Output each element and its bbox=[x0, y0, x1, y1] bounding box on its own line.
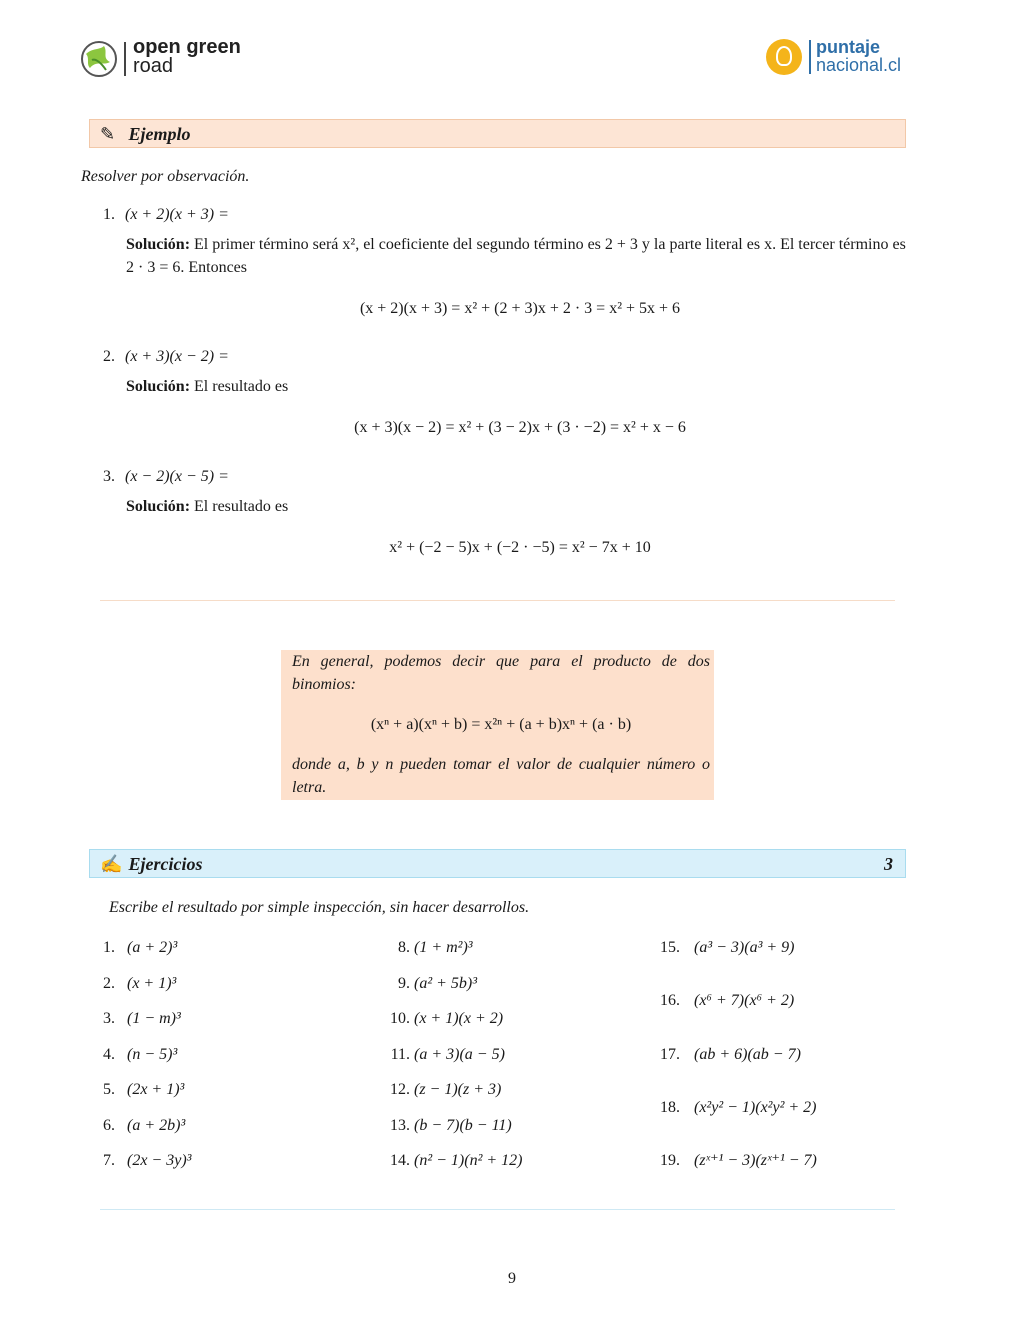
globe-icon bbox=[80, 40, 118, 78]
ejercicios-number: 3 bbox=[884, 854, 893, 874]
ejemplo-solution-3 bbox=[126, 495, 288, 518]
item-problem: (x + 2)(x + 3) = bbox=[125, 206, 229, 223]
ejemplo-item-2 bbox=[103, 345, 229, 368]
ejemplo-solution-2 bbox=[126, 375, 288, 398]
exercise-item: 14. (n² − 1)(n² + 12) bbox=[390, 1152, 523, 1169]
open-green-road-logo bbox=[80, 38, 280, 82]
ejemplo-intro: Resolver por observación. bbox=[81, 168, 250, 185]
solution-label: Solución: bbox=[126, 498, 191, 515]
page-number: 9 bbox=[508, 1270, 516, 1287]
exercise-column-2 bbox=[377, 938, 637, 1187]
item-number: 1. bbox=[103, 206, 115, 223]
exercise-item: 2. (x + 1)³ bbox=[103, 974, 177, 992]
item-number: 2. bbox=[103, 348, 115, 365]
item-problem: (x + 3)(x − 2) = bbox=[125, 348, 229, 365]
exercise-item: 4. (n − 5)³ bbox=[103, 1045, 178, 1063]
solution-label: Solución: bbox=[126, 236, 191, 253]
item-number: 3. bbox=[103, 468, 115, 485]
general-formula-box bbox=[281, 650, 714, 800]
section-divider bbox=[100, 600, 895, 601]
ejercicios-title: Ejercicios bbox=[128, 854, 203, 874]
exercise-item: 6. (a + 2b)³ bbox=[103, 1116, 186, 1134]
puntaje-logo-icon bbox=[766, 39, 802, 75]
section-divider bbox=[100, 1209, 895, 1210]
exercise-item: 8. (1 + m²)³ bbox=[398, 939, 473, 956]
ejemplo-item-1 bbox=[103, 203, 229, 226]
ejemplo-equation-2: (x + 3)(x − 2) = x² + (3 − 2)x + (3 · −2) = x² + x − 6 bbox=[354, 419, 686, 436]
exercise-item: 17. (ab + 6)(ab − 7) bbox=[660, 1046, 801, 1063]
exercise-item: 9. (a² + 5b)³ bbox=[398, 974, 478, 992]
exercise-item: 16. (x⁶ + 7)(x⁶ + 2) bbox=[660, 992, 795, 1009]
writing-hand-icon: ✍ bbox=[100, 854, 123, 874]
logo-text-open-green: open green bbox=[133, 36, 241, 58]
logo-text-puntaje: puntaje bbox=[816, 37, 881, 57]
logo-text-road: road bbox=[133, 55, 174, 77]
exercise-item: 11. (a + 3)(a − 5) bbox=[390, 1045, 505, 1063]
exercise-item: 12. (z − 1)(z + 3) bbox=[390, 1081, 502, 1098]
ejemplo-equation-1: (x + 2)(x + 3) = x² + (2 + 3)x + 2 · 3 = x² + 5x + 6 bbox=[359, 300, 681, 317]
exercise-item: 5. (2x + 1)³ bbox=[103, 1081, 185, 1098]
exercise-item: 3. (1 − m)³ bbox=[103, 1010, 181, 1027]
exercise-column-1 bbox=[103, 938, 353, 1187]
ejercicios-instruction: Escribe el resultado por simple inspección, sin hacer desarrollos. bbox=[109, 899, 530, 916]
solution-label: Solución: bbox=[126, 378, 191, 395]
item-problem: (x − 2)(x − 5) = bbox=[125, 468, 229, 485]
puntaje-nacional-logo bbox=[766, 38, 926, 82]
formula-intro: En general, podemos decir que para el producto de dos binomios: bbox=[292, 653, 710, 693]
ejemplo-equation-3: x² + (−2 − 5)x + (−2 · −5) = x² − 7x + 10 bbox=[389, 539, 651, 556]
exercise-item: 15. (a³ − 3)(a³ + 9) bbox=[660, 939, 795, 956]
general-formula: (xⁿ + a)(xⁿ + b) = x²ⁿ + (a + b)xⁿ + (a · b) bbox=[370, 716, 632, 733]
pencil-icon: ✎ bbox=[100, 124, 116, 144]
exercise-item: 1. (a + 2)³ bbox=[103, 939, 178, 956]
ejemplo-item-3 bbox=[103, 465, 229, 488]
ejemplo-solution-1 bbox=[126, 233, 916, 279]
solution-text: El resultado es bbox=[194, 378, 289, 395]
solution-text: El resultado es bbox=[194, 498, 289, 515]
logo-text-nacional: nacional.cl bbox=[816, 55, 902, 75]
exercise-item: 7. (2x − 3y)³ bbox=[103, 1152, 192, 1169]
ejemplo-title: Ejemplo bbox=[128, 124, 191, 144]
ejemplo-section-header bbox=[89, 119, 906, 148]
formula-outro: donde a, b y n pueden tomar el valor de cualquier número o letra. bbox=[292, 756, 710, 796]
ejercicios-section-header bbox=[89, 849, 906, 878]
exercise-item: 13. (b − 7)(b − 11) bbox=[390, 1116, 512, 1134]
exercise-item: 19. (zˣ⁺¹ − 3)(zˣ⁺¹ − 7) bbox=[660, 1152, 817, 1169]
exercise-item: 10. (x + 1)(x + 2) bbox=[390, 1010, 504, 1027]
exercise-item: 18. (x²y² − 1)(x²y² + 2) bbox=[660, 1099, 817, 1116]
solution-text: El primer término será x², el coeficiente del segundo término es 2 + 3 y la parte literal es x. El tercer término es 2 · 3 = 6. Entonces bbox=[126, 236, 906, 276]
